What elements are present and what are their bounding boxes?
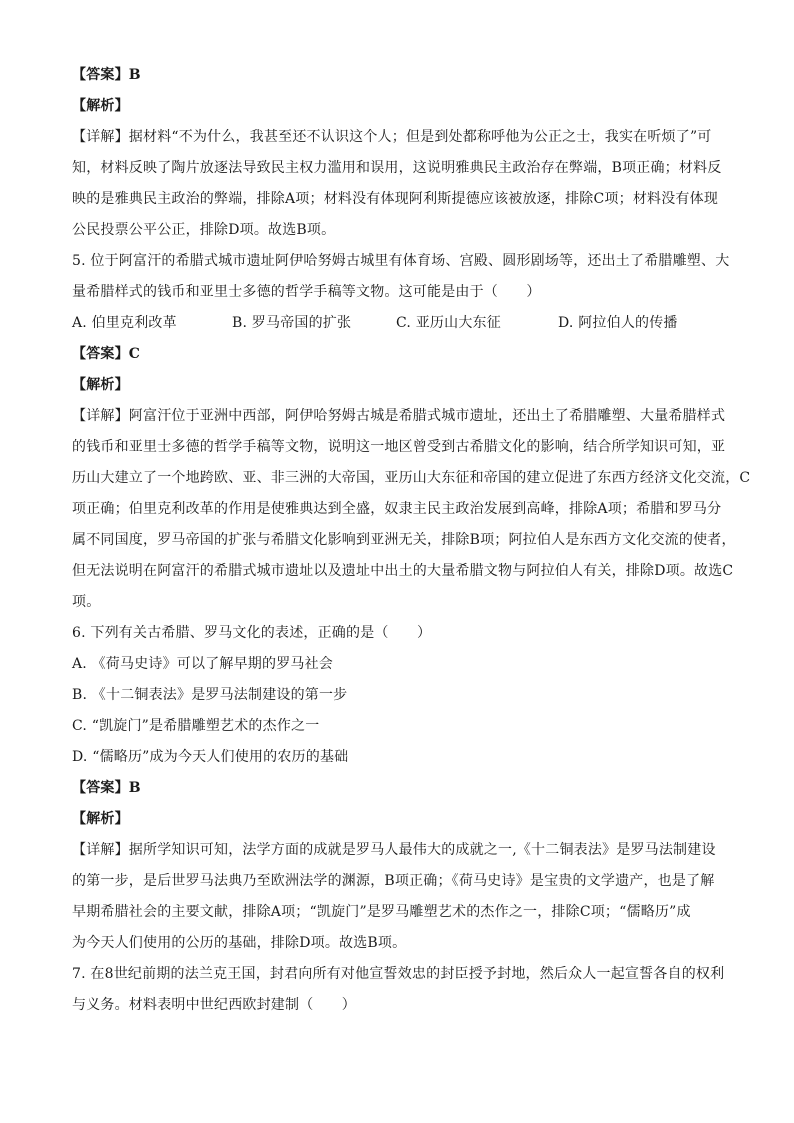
detail-line: 公民投票公平公正，排除D项。故选B项。 bbox=[72, 222, 336, 238]
analysis-label: 【解析】 bbox=[72, 811, 129, 827]
detail-line: 【详解】阿富汗位于亚洲中西部，阿伊哈努姆古城是希腊式城市遗址，还出土了希腊雕塑、大量希腊样式 bbox=[72, 408, 726, 424]
option-b: B. 《十二铜表法》是罗马法制建设的第一步 bbox=[72, 687, 348, 703]
option-c: C. “凯旋门”是希腊雕塑艺术的杰作之一 bbox=[72, 718, 320, 734]
detail-line: 项正确；伯里克利改革的作用是使雅典达到全盛，奴隶主民主政治发展到高峰，排除A项；希腊和罗马分 bbox=[72, 501, 722, 517]
option-d: D. “儒略历”成为今天人们使用的农历的基础 bbox=[72, 749, 349, 765]
option-a: A. 《荷马史诗》可以了解早期的罗马社会 bbox=[72, 656, 334, 672]
option-a: A. 伯里克利改革 bbox=[72, 315, 177, 331]
detail-line: 项。 bbox=[72, 594, 101, 610]
detail-line: 映的是雅典民主政治的弊端，排除A项；材料没有体现阿利斯提德应该被放逐，排除C项；材料没有体现 bbox=[72, 191, 719, 207]
detail-line: 的第一步，是后世罗马法典乃至欧洲法学的渊源，B项正确；《荷马史诗》是宝贵的文学遗产，也是了解 bbox=[72, 873, 715, 889]
detail-line: 【详解】据所学知识可知，法学方面的成就是罗马人最伟大的成就之一,《十二铜表法》是罗马法制建设 bbox=[72, 842, 716, 858]
question-stem: 6. 下列有关古希腊、罗马文化的表述，正确的是（ ） bbox=[72, 625, 432, 641]
question-stem: 5. 位于阿富汗的希腊式城市遗址阿伊哈努姆古城里有体育场、宫殿、圆形剧场等，还出土了希腊雕塑、大 bbox=[72, 253, 730, 269]
analysis-label: 【解析】 bbox=[72, 377, 129, 393]
question-stem: 与义务。材料表明中世纪西欧封建制（ ） bbox=[72, 997, 356, 1013]
options-row bbox=[72, 308, 732, 339]
option-b: B. 罗马帝国的扩张 bbox=[232, 315, 352, 331]
answer-label: 【答案】B bbox=[72, 67, 141, 83]
analysis-label: 【解析】 bbox=[72, 98, 129, 114]
detail-line: 知，材料反映了陶片放逐法导致民主权力滥用和误用，这说明雅典民主政治存在弊端，B项正确；材料反 bbox=[72, 160, 722, 176]
detail-line: 历山大建立了一个地跨欧、亚、非三洲的大帝国，亚历山大东征和帝国的建立促进了东西方经济文化交流，C bbox=[72, 470, 751, 486]
answer-label: 【答案】C bbox=[72, 346, 141, 362]
detail-line: 【详解】据材料“不为什么，我甚至还不认识这个人；但是到处都称呼他为公正之士，我实在听烦了”可 bbox=[72, 129, 712, 145]
question-stem: 量希腊样式的钱币和亚里士多德的哲学手稿等文物。这可能是由于（ ） bbox=[72, 284, 541, 300]
answer-label: 【答案】B bbox=[72, 780, 141, 796]
detail-line: 属不同国度，罗马帝国的扩张与希腊文化影响到亚洲无关，排除B项；阿拉伯人是东西方文化交流的使者， bbox=[72, 532, 736, 548]
exam-page bbox=[72, 60, 751, 1021]
detail-line: 的钱币和亚里士多德的哲学手稿等文物，说明这一地区曾受到古希腊文化的影响，结合所学知识可知，亚 bbox=[72, 439, 726, 455]
detail-line: 为今天人们使用的公历的基础，排除D项。故选B项。 bbox=[72, 935, 407, 951]
detail-line: 但无法说明在阿富汗的希腊式城市遗址以及遗址中出土的大量希腊文物与阿拉伯人有关，排除D项。故选C bbox=[72, 563, 734, 579]
option-c: C. 亚历山大东征 bbox=[396, 315, 501, 331]
option-d: D. 阿拉伯人的传播 bbox=[558, 315, 678, 331]
detail-line: 早期希腊社会的主要文献，排除A项；“凯旋门”是罗马雕塑艺术的杰作之一，排除C项；“儒略历”成 bbox=[72, 904, 691, 920]
question-stem: 7. 在8世纪前期的法兰克王国，封君向所有对他宣誓效忠的封臣授予封地，然后众人一起宣誓各自的权利 bbox=[72, 966, 725, 982]
